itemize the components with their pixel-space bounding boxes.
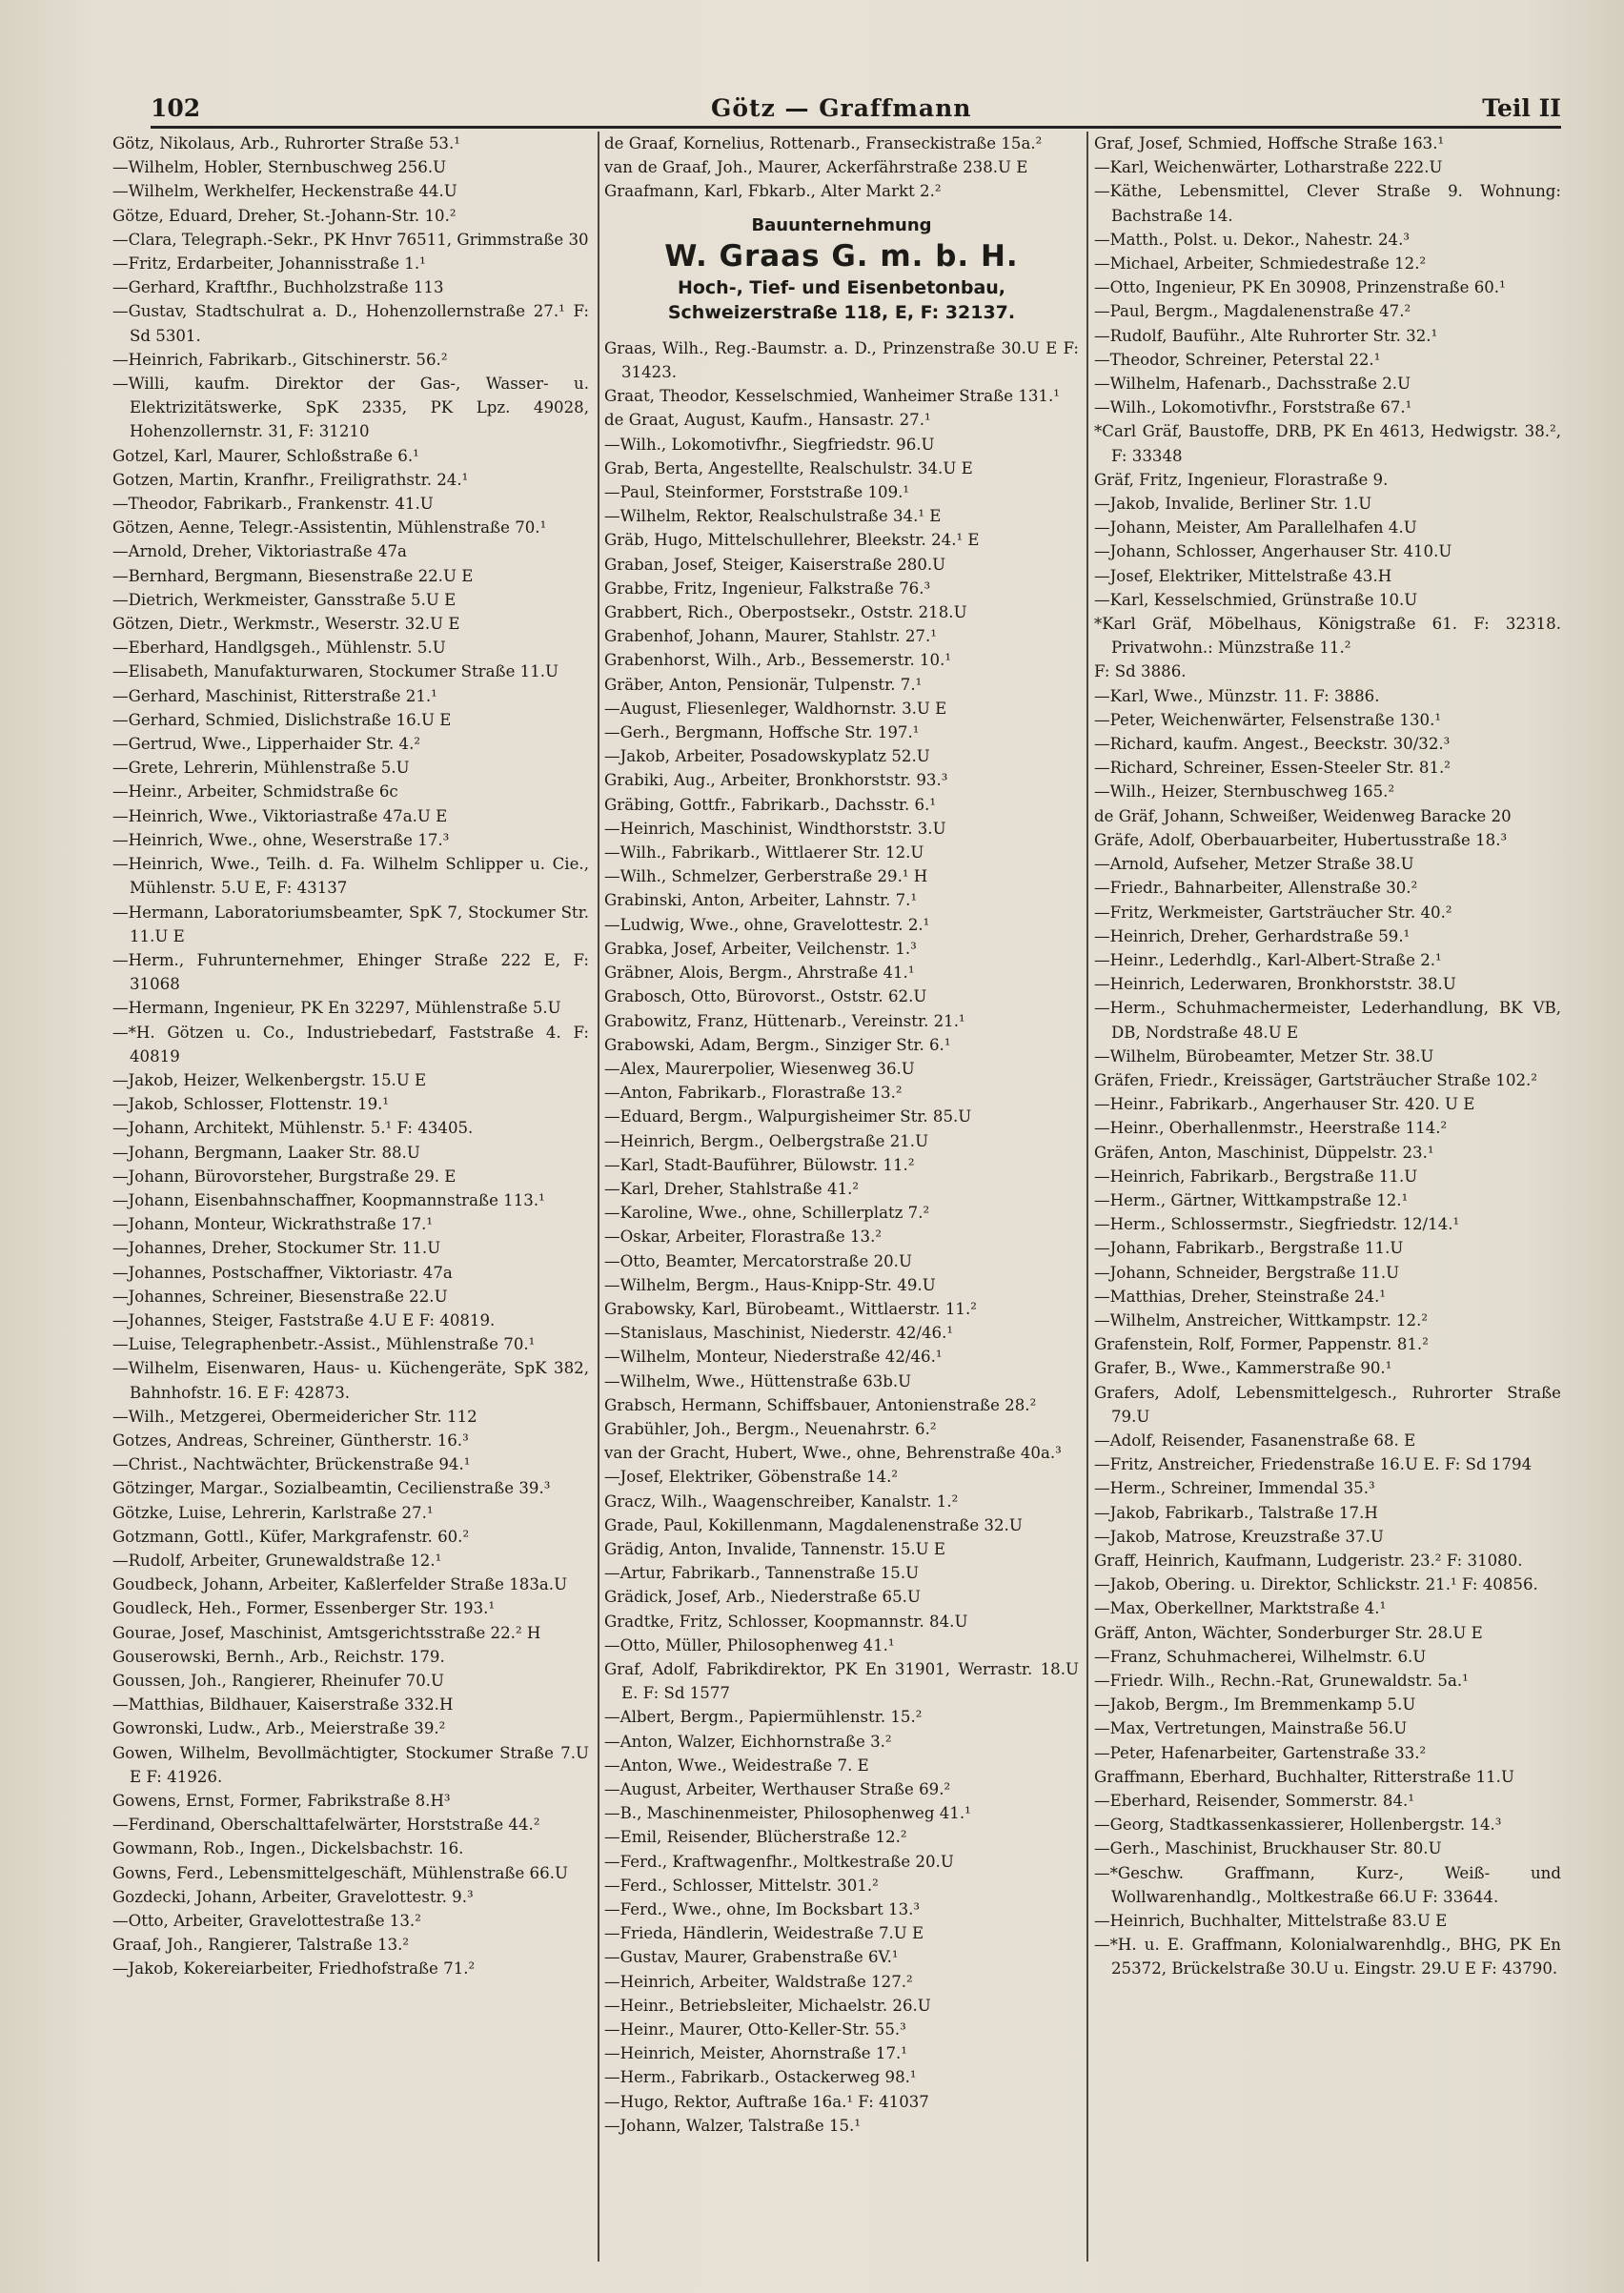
directory-entry: —Josef, Elektriker, Göbenstraße 14.² [604,1468,899,1487]
directory-entry: —Otto, Arbeiter, Gravelottestraße 13.² [112,1912,421,1931]
directory-entry: —Grete, Lehrerin, Mühlenstraße 5.U [112,759,410,778]
directory-entry: —Karl, Weichenwärter, Lotharstraße 222.U [1094,158,1443,177]
directory-entry: —Gertrud, Wwe., Lipperhaider Str. 4.² [112,735,421,754]
directory-entry: —Ferd., Schlosser, Mittelstr. 301.² [604,1876,879,1895]
directory-entry: Gracz, Wilh., Waagenschreiber, Kanalstr. 1.² [604,1491,959,1511]
directory-entry: —Jakob, Fabrikarb., Talstraße 17.H [1094,1503,1378,1522]
directory-entry: —Christ., Nachtwächter, Brückenstraße 94.¹ [112,1455,471,1474]
directory-entry: Gotzes, Andreas, Schreiner, Güntherstr. 16.³ [112,1431,469,1450]
directory-entry: *Karl Gräf, Möbelhaus, Königstraße 61. F: 32318. Privatwohn.: Münzstraße 11.² [1094,615,1561,658]
directory-entry: —Theodor, Fabrikarb., Frankenstr. 41.U [112,495,434,514]
directory-entry: —Arnold, Aufseher, Metzer Straße 38.U [1094,855,1414,874]
directory-entry: —*H. u. E. Graffmann, Kolonialwarenhdlg., BHG, PK En 25372, Brückelstraße 30.U u. Eingstr. 29.U E F: 43790. [1094,1936,1561,1978]
directory-entry: Gräbing, Gottfr., Fabrikarb., Dachsstr. 6.¹ [604,795,937,814]
directory-entry: Gräfen, Friedr., Kreissäger, Gartsträucher Straße 102.² [1094,1070,1537,1089]
section-label: Teil II [1482,94,1561,122]
directory-entry: —Gustav, Stadtschulrat a. D., Hohenzollernstraße 27.¹ F: Sd 5301. [112,302,589,345]
directory-entry: Gourae, Josef, Maschinist, Amtsgerichtsstraße 22.² H [112,1623,541,1642]
directory-entry: Graf, Josef, Schmied, Hoffsche Straße 163.¹ [1094,134,1445,152]
directory-entry: —Hermann, Ingenieur, PK En 32297, Mühlenstraße 5.U [112,999,561,1018]
directory-entry: Gräb, Hugo, Mittelschullehrer, Bleekstr. 24.¹ E [604,531,980,550]
directory-entry: Götz, Nikolaus, Arb., Ruhrorter Straße 53.¹ [112,134,460,152]
directory-entry: —Fritz, Anstreicher, Friedenstraße 16.U E. F: Sd 1794 [1094,1455,1533,1474]
directory-entry: —Johann, Walzer, Talstraße 15.¹ [604,2116,861,2135]
directory-entry: Grabowski, Adam, Bergm., Sinziger Str. 6.¹ [604,1035,951,1054]
directory-entry: —Herm., Fuhrunternehmer, Ehinger Straße 222 E, F: 31068 [112,950,589,994]
directory-entry: Grafer, B., Wwe., Kammerstraße 90.¹ [1094,1359,1392,1378]
directory-entry: Grade, Paul, Kokillenmann, Magdalenenstraße 32.U [604,1515,1023,1534]
directory-entry: —Gerhard, Maschinist, Ritterstraße 21.¹ [112,686,437,705]
directory-entry: —Albert, Bergm., Papiermühlenstr. 15.² [604,1708,923,1727]
directory-entry: —Arnold, Dreher, Viktoriastraße 47a [112,542,407,561]
directory-entry: —Heinrich, Maschinist, Windthorststr. 3.U [604,819,946,838]
directory-entry: Götzen, Dietr., Werkmstr., Weserstr. 32.U E [112,615,460,634]
directory-entry: —Wilhelm, Bergm., Haus-Knipp-Str. 49.U [604,1275,936,1294]
directory-entry: —Ludwig, Wwe., ohne, Gravelottestr. 2.¹ [604,915,930,934]
directory-entry: —Emil, Reisender, Blücherstraße 12.² [604,1828,907,1847]
directory-entry: —Heinrich, Fabrikarb., Gitschinerstr. 56.² [112,350,448,369]
directory-entry: —Karl, Kesselschmied, Grünstraße 10.U [1094,590,1418,609]
directory-entry: —Heinr., Oberhallenmstr., Heerstraße 114.² [1094,1119,1448,1138]
directory-entry: —August, Arbeiter, Werthauser Straße 69.² [604,1780,951,1798]
directory-entry: Gotzen, Martin, Kranfhr., Freiligrathstr. 24.¹ [112,470,469,489]
directory-entry: —Max, Vertretungen, Mainstraße 56.U [1094,1719,1408,1738]
directory-entry: Goudleck, Heh., Former, Essenberger Str. 193.¹ [112,1599,496,1618]
directory-entry: —Heinr., Betriebsleiter, Michaelstr. 26.U [604,1996,931,2015]
directory-entry: —Heinr., Fabrikarb., Angerhauser Str. 420. U E [1094,1095,1475,1114]
directory-entry: —Herm., Schreiner, Immendal 35.³ [1094,1479,1375,1498]
directory-entry: Gowens, Ernst, Former, Fabrikstraße 8.H³ [112,1792,451,1811]
directory-entry: —Eberhard, Handlgsgeh., Mühlenstr. 5.U [112,639,446,658]
column-2 [604,132,1079,2266]
directory-entry: van der Gracht, Hubert, Wwe., ohne, Behrenstraße 40a.³ [604,1444,1062,1463]
directory-entry: Grabühler, Joh., Bergm., Neuenahrstr. 6.² [604,1419,937,1438]
directory-entry: —Willi, kaufm. Direktor der Gas-, Wasser- u. Elektrizitätswerke, SpK 2335, PK Lpz. 49028, Hohenzollernstr. 31, F: 31210 [112,375,589,441]
directory-entry: —Anton, Fabrikarb., Florastraße 13.² [604,1084,903,1103]
directory-entry: —Max, Oberkellner, Marktstraße 4.¹ [1094,1599,1387,1618]
directory-entry: —Michael, Arbeiter, Schmiedestraße 12.² [1094,254,1427,274]
directory-entry: Gowmann, Rob., Ingen., Dickelsbachstr. 16. [112,1839,464,1858]
directory-entry: Grab, Berta, Angestellte, Realschulstr. 34.U E [604,458,973,477]
directory-entry: Grafenstein, Rolf, Former, Pappenstr. 81.² [1094,1335,1429,1354]
directory-entry: —Heinrich, Bergm., Oelbergstraße 21.U [604,1131,929,1150]
directory-entry: —Elisabeth, Manufakturwaren, Stockumer Straße 11.U [112,662,559,681]
directory-entry: Gotzel, Karl, Maurer, Schloßstraße 6.¹ [112,446,419,465]
directory-entry: —Karl, Dreher, Stahlstraße 41.² [604,1179,860,1198]
directory-entry: —Wilh., Fabrikarb., Wittlaerer Str. 12.U [604,843,924,862]
directory-entry: Graaf, Joh., Rangierer, Talstraße 13.² [112,1936,410,1955]
directory-entry: Grabiki, Aug., Arbeiter, Bronkhorststr. 93.³ [604,771,948,790]
directory-entry: —Heinr., Maurer, Otto-Keller-Str. 55.³ [604,2020,906,2039]
directory-entry: Grädig, Anton, Invalide, Tannenstr. 15.U E [604,1539,946,1558]
directory-entry: de Graaf, Kornelius, Rottenarb., Franseckistraße 15a.² [604,134,1043,152]
directory-entry: Grabbert, Rich., Oberpostsekr., Oststr. 218.U [604,603,967,622]
directory-entry: Gräfe, Adolf, Oberbauarbeiter, Hubertusstraße 18.³ [1094,830,1508,849]
directory-entry: Grabowsky, Karl, Bürobeamt., Wittlaerstr. 11.² [604,1299,977,1318]
directory-entry: —Bernhard, Bergmann, Biesenstraße 22.U E [112,566,474,585]
directory-entry: —Anton, Walzer, Eichhornstraße 3.² [604,1732,892,1751]
directory-entry: —Jakob, Kokereiarbeiter, Friedhofstraße 71.² [112,1959,476,1978]
directory-entry: —Jakob, Obering. u. Direktor, Schlickstr. 21.¹ F: 40856. [1094,1575,1538,1594]
directory-entry: —Anton, Wwe., Weidestraße 7. E [604,1755,869,1775]
directory-entry: —August, Fliesenleger, Waldhornstr. 3.U E [604,699,947,718]
directory-entry: Grabsch, Hermann, Schiffsbauer, Antonienstraße 28.² [604,1395,1037,1414]
directory-entry: de Graat, August, Kaufm., Hansastr. 27.¹ [604,411,931,430]
directory-entry: —Gerhard, Schmied, Dislichstraße 16.U E [112,710,452,729]
directory-entry: Gräfen, Anton, Maschinist, Düppelstr. 23.¹ [1094,1143,1434,1162]
directory-entry: —Karl, Stadt-Bauführer, Bülowstr. 11.² [604,1155,915,1174]
directory-entry: Gräff, Anton, Wächter, Sonderburger Str. 28.U E [1094,1623,1483,1642]
directory-entry: —Eduard, Bergm., Walpurgisheimer Str. 85.U [604,1107,972,1126]
directory-entry: —Johann, Schneider, Bergstraße 11.U [1094,1263,1400,1282]
directory-entry: Gräf, Fritz, Ingenieur, Florastraße 9. [1094,470,1389,489]
directory-entry: —Peter, Hafenarbeiter, Gartenstraße 33.² [1094,1743,1427,1762]
directory-entry: —Heinrich, Arbeiter, Waldstraße 127.² [604,1972,913,1991]
directory-entry: —Fritz, Werkmeister, Gartsträucher Str. 40.² [1094,903,1452,922]
directory-entry: —Otto, Ingenieur, PK En 30908, Prinzenstraße 60.¹ [1094,278,1506,297]
directory-entry: —Frieda, Händlerin, Weidestraße 7.U E [604,1924,924,1943]
directory-entry: —Johann, Fabrikarb., Bergstraße 11.U [1094,1239,1404,1258]
directory-entry: —Georg, Stadtkassenkassierer, Hollenbergstr. 14.³ [1094,1816,1502,1835]
directory-entry: —Heinrich, Wwe., Teilh. d. Fa. Wilhelm Schlipper u. Cie., Mühlenstr. 5.U E, F: 43137 [112,855,589,898]
directory-entry: —Wilhelm, Monteur, Niederstraße 42/46.¹ [604,1348,943,1367]
directory-entry: —Karl, Wwe., Münzstr. 11. F: 3886. [1094,686,1380,705]
directory-entry: —Heinrich, Wwe., Viktoriastraße 47a.U E [112,806,448,825]
directory-entry: —Johann, Eisenbahnschaffner, Koopmannstraße 113.¹ [112,1190,545,1209]
directory-entry: —Clara, Telegraph.-Sekr., PK Hnvr 76511, Grimmstraße 30 [112,230,589,249]
directory-entry: —Herm., Schuhmachermeister, Lederhandlung, BK VB, DB, Nordstraße 48.U E [1094,999,1561,1042]
directory-entry: —Gerh., Maschinist, Bruckhauser Str. 80.U [1094,1839,1442,1858]
directory-entry: —Adolf, Reisender, Fasanenstraße 68. E [1094,1431,1416,1450]
directory-entry: Graff, Heinrich, Kaufmann, Ludgeristr. 23.² F: 31080. [1094,1551,1523,1570]
directory-entry: Gowns, Ferd., Lebensmittelgeschäft, Mühlenstraße 66.U [112,1863,568,1882]
directory-entry: —Jakob, Matrose, Kreuzstraße 37.U [1094,1527,1384,1546]
directory-entry: —Franz, Schuhmacherei, Wilhelmstr. 6.U [1094,1647,1427,1666]
directory-entry: —Matthias, Dreher, Steinstraße 24.¹ [1094,1287,1387,1306]
directory-entry: —Jakob, Schlosser, Flottenstr. 19.¹ [112,1095,390,1114]
directory-entry: Gowronski, Ludw., Arb., Meierstraße 39.² [112,1719,446,1738]
directory-entry: Grabinski, Anton, Arbeiter, Lahnstr. 7.¹ [604,891,918,910]
directory-entry: —Ferd., Wwe., ohne, Im Bocksbart 13.³ [604,1900,921,1919]
directory-entry: Grabbe, Fritz, Ingenieur, Falkstraße 76.³ [604,578,931,598]
directory-entry: —Wilhelm, Hafenarb., Dachsstraße 2.U [1094,375,1411,394]
directory-entry: —Theodor, Schreiner, Peterstal 22.¹ [1094,350,1381,369]
directory-entry: —Johann, Monteur, Wickrathstraße 17.¹ [112,1215,434,1234]
directory-entry: —Hugo, Rektor, Auftraße 16a.¹ F: 41037 [604,2092,929,2111]
ad-line-services: Hoch-, Tief- und Eisenbetonbau, [677,276,1006,298]
directory-entry: Goussen, Joh., Rangierer, Rheinufer 70.U [112,1672,445,1690]
directory-entry: —Johannes, Steiger, Faststraße 4.U E F: 40819. [112,1310,496,1329]
directory-entry: de Gräf, Johann, Schweißer, Weidenweg Baracke 20 [1094,806,1512,825]
directory-entry: —Wilhelm, Rektor, Realschulstraße 34.¹ E [604,507,942,526]
directory-entry: Graafmann, Karl, Fbkarb., Alter Markt 2.² [604,182,942,201]
directory-entry: —Oskar, Arbeiter, Florastraße 13.² [604,1228,882,1247]
directory-entry: —B., Maschinenmeister, Philosophenweg 41.¹ [604,1804,971,1823]
directory-entry: —Wilh., Lokomotivfhr., Forststraße 67.¹ [1094,398,1412,417]
directory-entry: —Gerhard, Kraftfhr., Buchholzstraße 113 [112,278,444,297]
directory-entry: —Wilhelm, Eisenwaren, Haus- u. Küchengeräte, SpK 382, Bahnhofstr. 16. E F: 42873. [112,1359,589,1402]
page-number: 102 [151,94,201,122]
directory-entry: Gräbner, Alois, Bergm., Ahrstraße 41.¹ [604,964,915,983]
directory-entry: Götzinger, Margar., Sozialbeamtin, Cecilienstraße 39.³ [112,1479,551,1498]
directory-entry: —Wilhelm, Bürobeamter, Metzer Str. 38.U [1094,1046,1434,1065]
directory-entry: —Fritz, Erdarbeiter, Johannisstraße 1.¹ [112,254,426,274]
column-1 [112,132,589,2266]
directory-entry: Grabosch, Otto, Bürovorst., Oststr. 62.U [604,987,927,1006]
ad-line-address: Schweizerstraße 118, E, F: 32137. [667,301,1016,323]
column-3 [1094,132,1561,2266]
directory-entry: —Johann, Architekt, Mühlenstr. 5.¹ F: 43405. [112,1119,474,1138]
directory-entry: *Carl Gräf, Baustoffe, DRB, PK En 4613, Hedwigstr. 38.², F: 33348 [1094,422,1561,465]
directory-entry: —Hermann, Laboratoriumsbeamter, SpK 7, Stockumer Str. 11.U E [112,903,589,945]
directory-entry: —Heinrich, Wwe., ohne, Weserstraße 17.³ [112,830,450,849]
directory-entry: —Johann, Bergmann, Laaker Str. 88.U [112,1143,420,1162]
directory-entry: Gozdecki, Johann, Arbeiter, Gravelottestr. 9.³ [112,1887,474,1906]
directory-entry: Graat, Theodor, Kesselschmied, Wanheimer Straße 131.¹ [604,387,1060,406]
directory-entry: Gotzmann, Gottl., Küfer, Markgrafenstr. 60.² [112,1527,470,1546]
directory-entry: —*H. Götzen u. Co., Industriebedarf, Faststraße 4. F: 40819 [112,1023,589,1065]
directory-entry: Graf, Adolf, Fabrikdirektor, PK En 31901, Werrastr. 18.U E. F: Sd 1577 [604,1659,1079,1703]
directory-entry: —Rudolf, Arbeiter, Grunewaldstraße 12.¹ [112,1551,442,1570]
directory-entry: Goudbeck, Johann, Arbeiter, Kaßlerfelder Straße 183a.U [112,1575,568,1594]
page-title: Götz — Graffmann [711,94,972,122]
directory-entry: —Karoline, Wwe., ohne, Schillerplatz 7.² [604,1204,930,1223]
directory-entry: —Heinrich, Lederwaren, Bronkhorststr. 38.U [1094,975,1456,994]
directory-entry: —Paul, Bergm., Magdalenenstraße 47.² [1094,302,1411,321]
directory-entry: —Wilh., Schmelzer, Gerberstraße 29.¹ H [604,867,928,886]
directory-entry: —Wilh., Heizer, Sternbuschweg 165.² [1094,782,1395,802]
directory-entry: —Friedr., Bahnarbeiter, Allenstraße 30.² [1094,879,1418,898]
directory-entry: —Heinrich, Dreher, Gerhardstraße 59.¹ [1094,926,1411,945]
directory-entry: —Ferdinand, Oberschalttafelwärter, Horststraße 44.² [112,1816,540,1835]
directory-entry: —Josef, Elektriker, Mittelstraße 43.H [1094,566,1392,585]
directory-entry: —Herm., Schlossermstr., Siegfriedstr. 12/14.¹ [1094,1215,1460,1234]
directory-entry: —Johannes, Schreiner, Biesenstraße 22.U [112,1287,448,1306]
directory-entry: —Rudolf, Bauführ., Alte Ruhrorter Str. 32.¹ [1094,326,1438,345]
directory-entry: —Johann, Meister, Am Parallelhafen 4.U [1094,518,1417,538]
directory-entry: —Heinrich, Buchhalter, Mittelstraße 83.U E [1094,1912,1448,1931]
directory-entry: Grabka, Josef, Arbeiter, Veilchenstr. 1.³ [604,939,917,958]
directory-entry: —Jakob, Heizer, Welkenbergstr. 15.U E [112,1070,427,1089]
directory-entry: —Eberhard, Reisender, Sommerstr. 84.¹ [1094,1792,1414,1811]
directory-entry: Götzke, Luise, Lehrerin, Karlstraße 27.¹ [112,1503,434,1522]
directory-entry: Grädick, Josef, Arb., Niederstraße 65.U [604,1588,921,1607]
directory-entry: Grabowitz, Franz, Hüttenarb., Vereinstr. 21.¹ [604,1011,965,1030]
directory-entry: Grabenhof, Johann, Maurer, Stahlstr. 27.¹ [604,627,937,646]
directory-entry: —Herm., Gärtner, Wittkampstraße 12.¹ [1094,1190,1409,1209]
ad-kicker: Bauunternehmung [751,214,932,235]
directory-entry: —Herm., Fabrikarb., Ostackerweg 98.¹ [604,2068,917,2087]
directory-entry: —Otto, Beamter, Mercatorstraße 20.U [604,1251,912,1270]
page-header [151,82,1561,129]
directory-entry: —Peter, Weichenwärter, Felsenstraße 130.¹ [1094,710,1442,729]
directory-entry: van de Graaf, Joh., Maurer, Ackerfährstraße 238.U E [604,158,1028,177]
directory-entry: Graban, Josef, Steiger, Kaiserstraße 280.U [604,555,946,574]
directory-entry: —Artur, Fabrikarb., Tannenstraße 15.U [604,1564,920,1583]
directory-entry: —Jakob, Bergm., Im Bremmenkamp 5.U [1094,1695,1416,1715]
directory-entry: —Wilh., Lokomotivfhr., Siegfriedstr. 96.U [604,435,935,454]
directory-entry: —Jakob, Arbeiter, Posadowskyplatz 52.U [604,747,930,766]
directory-entry: Gowen, Wilhelm, Bevollmächtigter, Stockumer Straße 7.U E F: 41926. [112,1743,589,1786]
directory-entry: —Jakob, Invalide, Berliner Str. 1.U [1094,495,1372,514]
directory-entry: —Ferd., Kraftwagenfhr., Moltkestraße 20.U [604,1852,954,1871]
directory-entry: —Otto, Müller, Philosophenweg 41.¹ [604,1635,895,1654]
directory-entry: —Friedr. Wilh., Rechn.-Rat, Grunewaldstr. 5a.¹ [1094,1672,1469,1690]
directory-entry: —Richard, kaufm. Angest., Beeckstr. 30/32.³ [1094,735,1451,754]
directory-entry: —Johannes, Dreher, Stockumer Str. 11.U [112,1239,441,1258]
directory-entry: —*Geschw. Graffmann, Kurz-, Weiß- und Wollwarenhandlg., Moltkestraße 66.U F: 33644. [1094,1863,1561,1906]
directory-columns [112,132,1561,2266]
directory-entry: —Matthias, Bildhauer, Kaiserstraße 332.H [112,1695,454,1715]
directory-entry: —Alex, Maurerpolier, Wiesenweg 36.U [604,1059,915,1078]
directory-entry: —Matth., Polst. u. Dekor., Nahestr. 24.³ [1094,230,1410,249]
directory-entry: Graas, Wilh., Reg.-Baumstr. a. D., Prinzenstraße 30.U E F: 31423. [604,338,1079,382]
directory-entry: Grafers, Adolf, Lebensmittelgesch., Ruhrorter Straße 79.U [1094,1383,1561,1426]
directory-entry: —Wilhelm, Hobler, Sternbuschweg 256.U [112,158,447,177]
directory-entry: Gräber, Anton, Pensionär, Tulpenstr. 7.¹ [604,675,923,694]
directory-entry: —Luise, Telegraphenbetr.-Assist., Mühlenstraße 70.¹ [112,1335,536,1354]
directory-entry: —Gustav, Maurer, Grabenstraße 6V.¹ [604,1948,899,1967]
directory-entry: Gouserowski, Bernh., Arb., Reichstr. 179. [112,1647,445,1666]
directory-entry: F: Sd 3886. [1094,662,1187,681]
directory-entry: —Wilhelm, Anstreicher, Wittkampstr. 12.² [1094,1310,1429,1329]
directory-entry: —Heinr., Lederhdlg., Karl-Albert-Straße 2.¹ [1094,950,1442,969]
directory-entry: Götze, Eduard, Dreher, St.-Johann-Str. 10.² [112,206,457,225]
column-2-entries [604,336,1079,2138]
directory-entry: —Wilh., Metzgerei, Obermeidericher Str. 112 [112,1407,477,1426]
directory-entry: —Johannes, Postschaffner, Viktoriastr. 47a [112,1263,453,1282]
directory-entry: —Paul, Steinformer, Forststraße 109.¹ [604,483,910,502]
directory-entry: —Heinrich, Fabrikarb., Bergstraße 11.U [1094,1167,1418,1186]
directory-entry: —Gerh., Bergmann, Hoffsche Str. 197.¹ [604,723,920,742]
directory-entry: —Heinr., Arbeiter, Schmidstraße 6c [112,782,398,802]
directory-entry: —Käthe, Lebensmittel, Clever Straße 9. Wohnung: Bachstraße 14. [1094,182,1561,225]
column-2-top-entries [604,132,1079,204]
directory-entry: —Heinrich, Meister, Ahornstraße 17.¹ [604,2044,907,2063]
directory-entry: Gradtke, Fritz, Schlosser, Koopmannstr. 84.U [604,1612,968,1631]
company-advertisement [604,213,1079,325]
ad-company-name: W. Graas G. m. b. H. [664,238,1019,274]
directory-entry: Götzen, Aenne, Telegr.-Assistentin, Mühlenstraße 70.¹ [112,518,547,538]
directory-entry: —Richard, Schreiner, Essen-Steeler Str. 81.² [1094,759,1451,778]
directory-entry: —Johann, Bürovorsteher, Burgstraße 29. E [112,1167,457,1186]
directory-entry: —Wilhelm, Wwe., Hüttenstraße 63b.U [604,1371,912,1390]
directory-entry: —Johann, Schlosser, Angerhauser Str. 410.U [1094,542,1452,561]
directory-entry: Graffmann, Eberhard, Buchhalter, Ritterstraße 11.U [1094,1767,1514,1786]
directory-entry: —Wilhelm, Werkhelfer, Heckenstraße 44.U [112,182,457,201]
directory-entry: —Stanislaus, Maschinist, Niederstr. 42/46.¹ [604,1324,954,1343]
directory-entry: —Dietrich, Werkmeister, Gansstraße 5.U E [112,590,457,609]
directory-entry: Grabenhorst, Wilh., Arb., Bessemerstr. 10.¹ [604,651,952,670]
